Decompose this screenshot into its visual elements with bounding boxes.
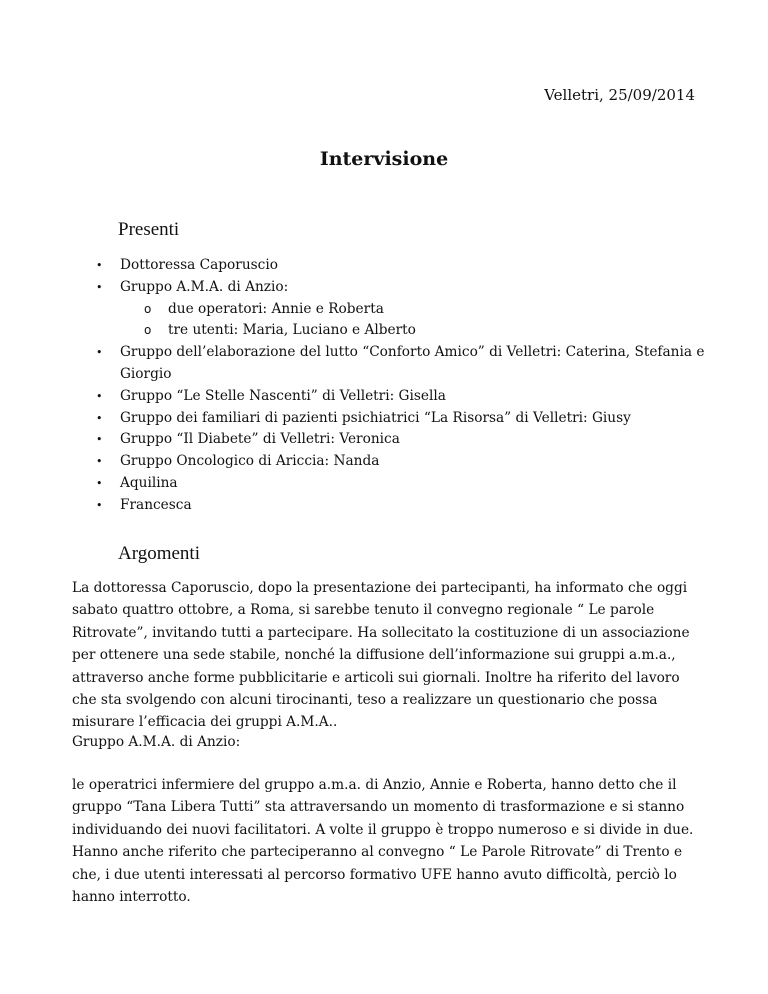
bullet-icon: • <box>96 389 103 403</box>
sub-list-item-text: tre utenti: Maria, Luciano e Alberto <box>168 322 416 339</box>
circle-bullet-icon: o <box>144 301 152 316</box>
paragraph-anzio-report: le operatrici infermiere del gruppo a.m.a. di Anzio, Annie e Roberta, hanno detto che il gruppo “Tana Libera Tutti” sta attraversando un momento di trasformazione e si stanno individuando dei nuovi facilitatori. A volte il gruppo è troppo numeroso e si divide in due. Hanno anche riferito che parteciperanno al convegno “ Le Parole Ritrovate” di Trento e che, i due utenti interessati al percorso formativo UFE hanno avuto difficoltà, perciò lo hanno interrotto. <box>72 777 694 906</box>
bullet-icon: • <box>96 346 103 360</box>
list-item <box>96 342 706 386</box>
list-item <box>96 429 706 451</box>
bullet-icon: • <box>96 259 103 272</box>
bullet-icon: • <box>96 411 103 425</box>
document-title: Intervisione <box>319 148 449 170</box>
section-heading-presenti: Presenti <box>118 219 180 240</box>
list-item <box>96 255 706 277</box>
sub-list-item-text: due operatori: Annie e Roberta <box>168 300 384 317</box>
list-item-text: Gruppo “Le Stelle Nascenti” di Velletri: Gisella <box>120 387 446 404</box>
list-item-text: Dottoressa Caporuscio <box>120 257 278 273</box>
bullet-icon: • <box>96 498 103 512</box>
bullet-icon: • <box>96 433 103 447</box>
list-item-text: Gruppo dei familiari di pazienti psichiatrici “La Risorsa” di Velletri: Giusy <box>120 409 631 426</box>
attendees-list <box>96 255 706 517</box>
sub-list-item <box>120 320 706 342</box>
list-item-text: Gruppo dell’elaborazione del lutto “Conforto Amico” di Velletri: Caterina, Stefania e Giorgio <box>120 344 705 382</box>
sub-list-item <box>120 299 706 321</box>
section-heading-argomenti: Argomenti <box>118 543 200 564</box>
bullet-icon: • <box>96 455 103 469</box>
bullet-icon: • <box>96 280 103 294</box>
list-item <box>96 495 706 517</box>
paragraph-group-label: Gruppo A.M.A. di Anzio: <box>72 734 241 750</box>
list-item-text: Aquilina <box>120 474 178 491</box>
sub-list <box>120 299 706 343</box>
list-item <box>96 451 706 473</box>
list-item-text: Gruppo “Il Diabete” di Velletri: Veronica <box>120 431 400 448</box>
list-item <box>96 277 706 342</box>
list-item <box>96 408 706 430</box>
bullet-icon: • <box>96 476 103 490</box>
list-item <box>96 386 706 408</box>
circle-bullet-icon: o <box>144 323 152 338</box>
list-item <box>96 473 706 495</box>
paragraph-intro: La dottoressa Caporuscio, dopo la presentazione dei partecipanti, ha informato che oggi sabato quattro ottobre, a Roma, si sarebbe tenuto il convegno regionale “ Le parole Ritrovate”, invitando tutti a partecipare. Ha sollecitato la costituzione di un associazione per ottenere una sede stabile, nonché la diffusione dell’informazione sui gruppi a.m.a., attraverso anche forme pubblicitarie e articoli sui giornali. Inoltre ha riferito del lavoro che sta svolgendo con alcuni tirocinanti, teso a realizzare un questionario che possa misurare l’efficacia dei gruppi A.M.A.. <box>72 580 690 731</box>
list-item-text: Francesca <box>120 496 192 513</box>
list-item-text: Gruppo Oncologico di Ariccia: Nanda <box>120 453 380 470</box>
document-date: Velletri, 25/09/2014 <box>544 86 695 104</box>
list-item-text: Gruppo A.M.A. di Anzio: <box>120 278 289 295</box>
